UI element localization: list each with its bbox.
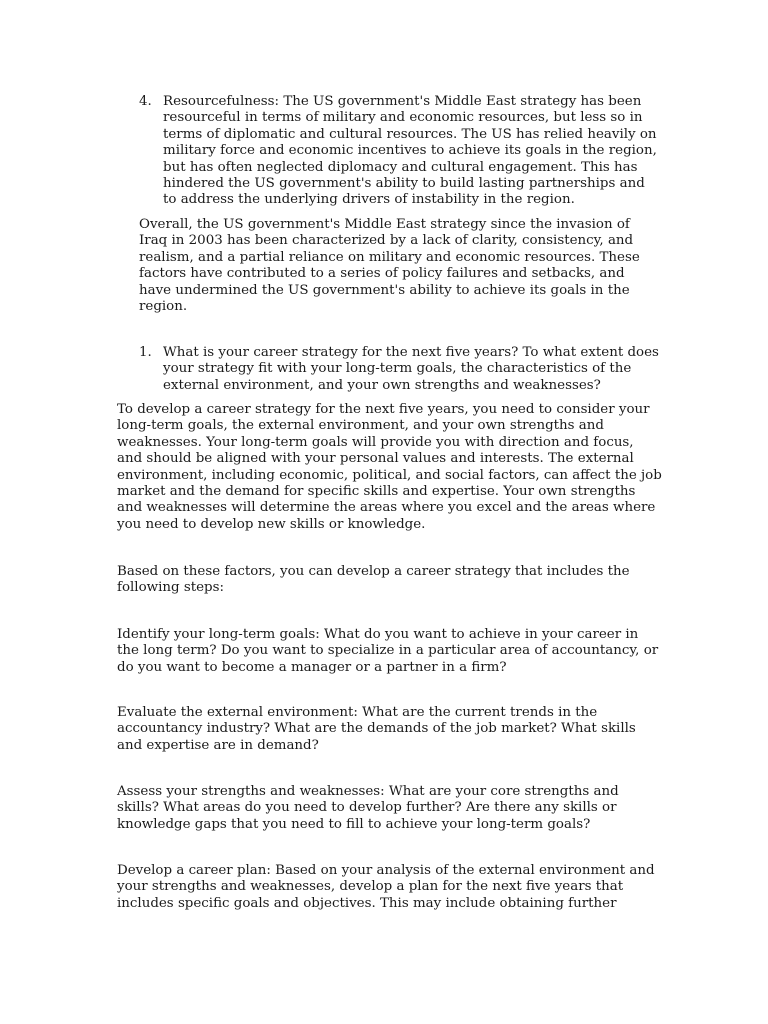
paragraph-text: Assess your strengths and weaknesses: What are your core strengths and skills? What areas do you need to develop further? Are there any skills or knowledge gaps that you need to fill to achieve your long-term goals?	[117, 784, 619, 832]
paragraph-text: To develop a career strategy for the next five years, you need to consider your long-term goals, the external environment, and your own strengths and weaknesses. Your long-term goals will provide you with direction and focus, and should be aligned with your personal values and interests. The external environment, including economic, political, and social factors, can affect the job market and the demand for specific skills and expertise. Your own strengths and weaknesses will determine the areas where you excel and the areas where you need to develop new skills or knowledge.	[117, 402, 662, 532]
paragraph-develop	[117, 402, 662, 533]
numbered-item-question	[139, 345, 659, 394]
paragraph-text: Develop a career plan: Based on your analysis of the external environment and your strengths and weaknesses, develop a plan for the next five years that includes specific goals and objectives. This may include obtaining further	[117, 863, 655, 911]
paragraph-assess	[117, 784, 662, 833]
paragraph-text: Based on these factors, you can develop a career strategy that includes the following steps:	[117, 564, 630, 596]
paragraph-overall	[139, 217, 659, 315]
paragraph-text: Evaluate the external environment: What are the current trends in the accountancy industry? What are the demands of the job market? What skills and expertise are in demand?	[117, 705, 636, 753]
paragraph-plan	[117, 863, 662, 912]
list-item-text: Resourcefulness: The US government's Middle East strategy has been resourceful in terms of military and economic resources, but less so in terms of diplomatic and cultural resources. The US has relied heavily on military force and economic incentives to achieve its goals in the region, but has often neglected diplomacy and cultural engagement. This has hindered the US government's ability to build lasting partnerships and to address the underlying drivers of instability in the region.	[163, 94, 657, 208]
paragraph-text: Overall, the US government's Middle East strategy since the invasion of Iraq in 2003 has been characterized by a lack of clarity, consistency, and realism, and a partial reliance on military and economic resources. These factors have contributed to a series of policy failures and setbacks, and have undermined the US government's ability to achieve its goals in the region.	[139, 217, 640, 315]
paragraph-based	[117, 564, 662, 597]
numbered-item-resourcefulness	[139, 94, 659, 209]
paragraph-identify	[117, 627, 662, 676]
list-item-text: What is your career strategy for the next five years? To what extent does your strategy fit with your long-term goals, the characteristics of the external environment, and your own strengths and weaknesses?	[163, 345, 659, 393]
paragraph-text: Identify your long-term goals: What do you want to achieve in your career in the long term? Do you want to specialize in a particular area of accountancy, or do you want to become a manager or a partner in a firm?	[117, 627, 659, 675]
list-number: 4.	[139, 94, 152, 109]
paragraph-evaluate	[117, 705, 662, 754]
list-number: 1.	[139, 345, 152, 360]
